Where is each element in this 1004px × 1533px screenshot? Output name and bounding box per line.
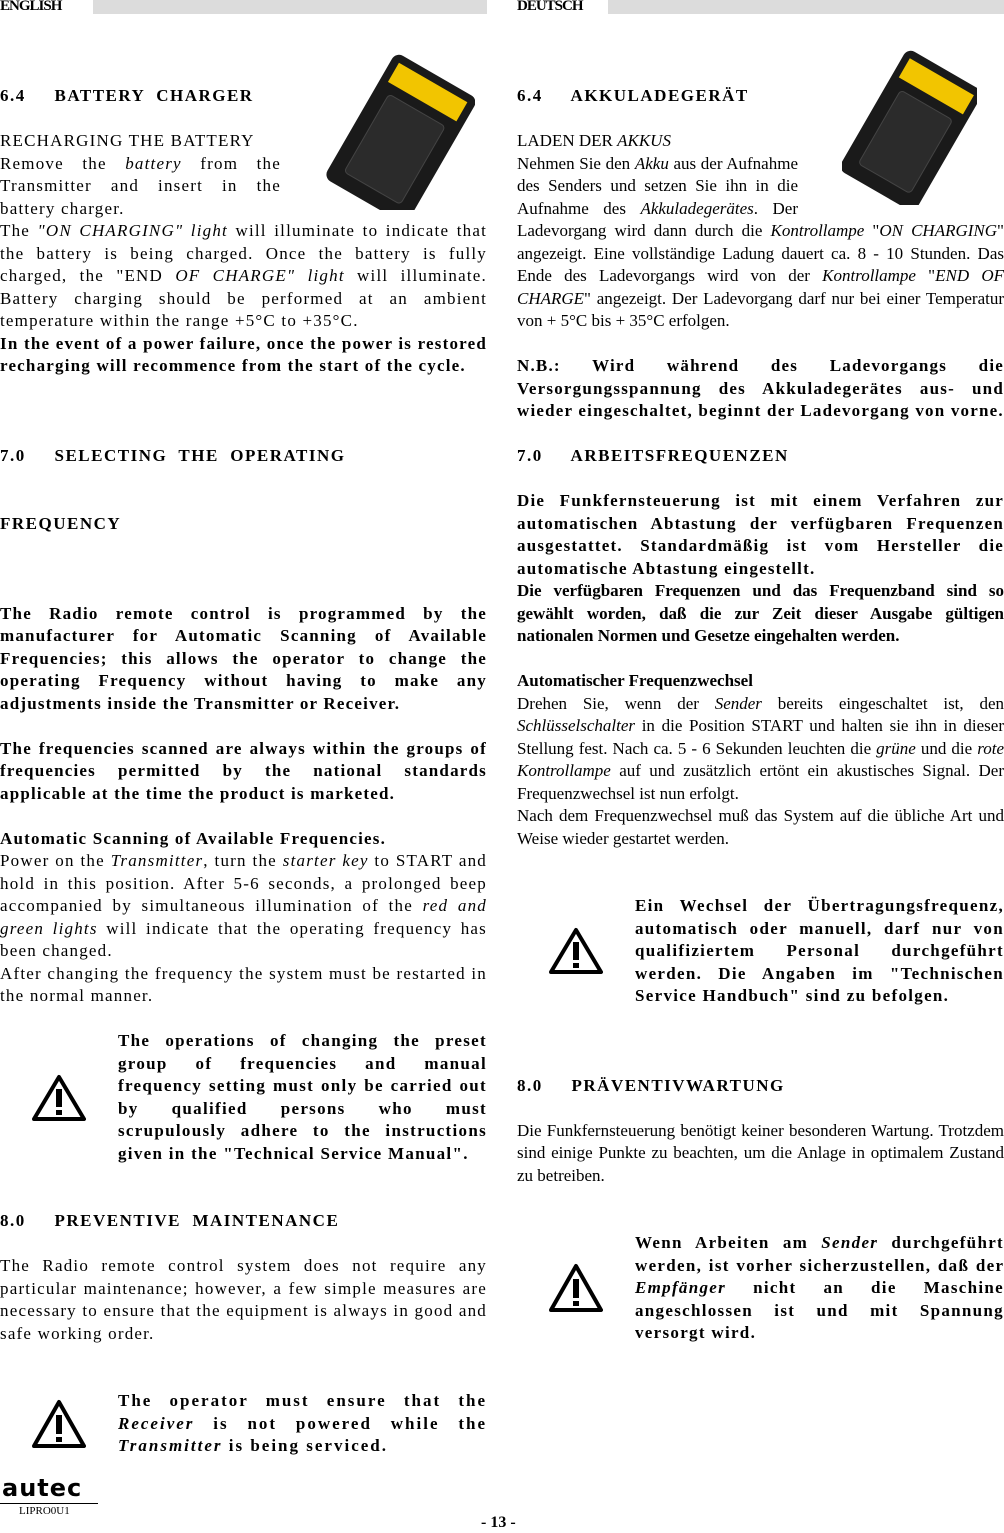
emphasis-text: battery xyxy=(125,153,182,173)
text-run: . Der Ladevorgang wird dann durch die xyxy=(517,198,798,240)
battery-charger-text xyxy=(0,130,487,378)
warning-text: The operations of changing the preset group of frequencies and manual frequency setting must only be carried out by qualified persons who must scrupulously adhere to the instructions given in the "Technical Service Manual". xyxy=(118,1031,487,1163)
emphasis-text: Transmitter xyxy=(118,1436,223,1455)
section-heading-7-0: 7.0 ARBEITSFREQUENZEN xyxy=(517,446,789,465)
warning-text xyxy=(635,1232,1004,1345)
text-run: , turn the xyxy=(203,851,283,870)
german-column xyxy=(517,85,1004,1345)
autec-logo: autec xyxy=(2,1474,83,1502)
emphasis-text: Kontrollampe xyxy=(770,221,865,240)
text-run: to START and hold in this position. After 5-6 seconds, a prolonged beep accompanied by simultaneous illumination of the xyxy=(0,851,487,915)
text-run: " xyxy=(864,221,880,240)
emphasis-text: Kontrollampe xyxy=(822,266,916,285)
text-run: und die xyxy=(915,738,978,758)
text-run: The xyxy=(0,221,38,240)
header-bar xyxy=(608,0,1004,14)
emphasis-text: Sender xyxy=(821,1233,879,1252)
emphasis-text: "ON CHARGING" light xyxy=(37,221,228,240)
text-run: " angezeigt. Der Ladevorgang darf nur bei einer Temperatur von + 5°C bis + 35°C erfolgen. xyxy=(517,288,1004,330)
emphasis-text: grüne xyxy=(876,738,916,758)
paragraph: In the event of a power failure, once the power is restored recharging will recommence from the start of the cycle. xyxy=(0,333,487,375)
frequency-text xyxy=(517,490,1004,648)
text-run: The operator must ensure that the xyxy=(118,1391,487,1410)
text-run: Wenn Arbeiten am xyxy=(635,1233,822,1252)
emphasis-text: Akku xyxy=(634,153,669,173)
subheading: Automatischer Frequenzwechsel xyxy=(517,671,753,690)
text-run: durchgeführt werden, ist vorher sicherzustellen, daß der xyxy=(635,1233,1004,1275)
emphasis-text: Transmitter xyxy=(110,851,204,870)
battery-charger-text xyxy=(517,130,1004,333)
section-heading-8-0: 8.0 PRÄVENTIVWARTUNG xyxy=(517,1075,785,1095)
warning-text xyxy=(118,1390,487,1458)
text-run: will illuminate. Battery charging should be performed at an ambient temperature within the range +5°C to +35°C. xyxy=(0,266,487,330)
language-label-english: ENGLISH xyxy=(0,0,62,14)
paragraph: The frequencies scanned are always within the groups of frequencies permitted by the national standards applicable at the time the product is marketed. xyxy=(0,738,487,803)
text-run: in die Position START und halten sie ihn in dieser Stellung fest. Nach ca. 5 - 6 Sekunden leuchten die xyxy=(517,716,1004,758)
text-run: Drehen Sie, wenn der xyxy=(517,693,715,713)
text-run: LADEN DER xyxy=(517,131,618,150)
text-run: is being serviced. xyxy=(222,1436,388,1455)
automatic-change-text xyxy=(517,670,1004,850)
section-heading-7-0 xyxy=(0,400,487,580)
warning-icon xyxy=(549,1263,603,1313)
text-run: is not powered while the xyxy=(194,1413,487,1433)
warning-box xyxy=(0,1390,487,1458)
paragraph: Die verfügbaren Frequenzen und das Frequenzband sind so gewählt worden, daß die zur Zeit dieser Ausgabe gültigen nationalen Normen und Gesetze eingehalten werden. xyxy=(517,581,1004,645)
paragraph xyxy=(517,693,1004,806)
warning-icon xyxy=(32,1399,86,1449)
subheading: Automatic Scanning of Available Frequencies. xyxy=(0,828,387,848)
emphasis-text: red and green lights xyxy=(0,896,487,938)
language-label-deutsch: DEUTSCH xyxy=(517,0,583,14)
text-run: will illuminate to indicate that the battery is being charged. Once the battery is fully charged, the "END xyxy=(0,221,487,285)
automatic-scanning-text xyxy=(0,828,487,1008)
footer-divider xyxy=(0,1503,98,1504)
warning-box xyxy=(517,1232,1004,1345)
emphasis-text: Receiver xyxy=(118,1413,195,1433)
emphasis-text: Akkuladegerätes xyxy=(640,198,754,218)
warning-text: Ein Wechsel der Übertragungsfrequenz, automatisch oder manuell, darf nur von qualifiziertem Personal durchgeführt werden. Die Angaben im "Technischen Service Handbuch" sind zu befolgen. xyxy=(635,896,1004,1005)
emphasis-text: OF CHARGE" light xyxy=(175,266,345,285)
heading-line: FREQUENCY xyxy=(0,513,122,533)
emphasis-text: rote Kontrollampe xyxy=(517,738,1004,780)
page-number: - 13 - xyxy=(481,1514,516,1531)
text-run: auf und zusätzlich ertönt ein akustisches Signal. Der Frequenzwechsel ist nun erfolgt. xyxy=(517,761,1004,803)
paragraph xyxy=(0,220,487,333)
paragraph: The Radio remote control system does not require any particular maintenance; however, a few simple measures are necessary to ensure that the equipment is always in good and safe working order. xyxy=(0,1256,487,1343)
emphasis-text: AKKUS xyxy=(617,131,671,150)
text-run: " angezeigt. Eine vollständige Ladung dauert ca. 8 - 10 Stunden. Das Ende des Ladevorgangs wird von der xyxy=(517,221,1004,285)
text-run: Remove the xyxy=(0,153,126,173)
warning-icon xyxy=(549,927,603,975)
text-run: from the Transmitter and insert in the battery charger. xyxy=(0,153,281,218)
emphasis-text: Schlüsselschalter xyxy=(517,716,636,735)
document-code: LIPRO0U1 xyxy=(19,1505,70,1517)
paragraph: Die Funkfernsteuerung benötigt keiner besonderen Wartung. Trotzdem sind einige Punkte zu beachten, um die Anlage in optimalem Zustand zu betreiben. xyxy=(517,1120,1004,1185)
text-run: will indicate that the operating frequency has been changed. xyxy=(0,918,487,960)
text-run: " xyxy=(915,266,936,285)
heading-line: 7.0 SELECTING THE OPERATING xyxy=(0,446,346,465)
paragraph: Nach dem Frequenzwechsel muß das System auf die übliche Art und Weise wieder gestartet werden. xyxy=(517,806,1004,848)
paragraph: Die Funkfernsteuerung ist mit einem Verfahren zur automatischen Abtastung der verfügbaren Frequenzen ausgestattet. Standardmäßig ist vom Hersteller die automatische Abtastung eingestellt. xyxy=(517,491,1004,578)
warning-icon xyxy=(32,1074,86,1122)
header-bar xyxy=(93,0,487,14)
text-run: nicht an die Maschine angeschlossen ist und mit Spannung versorgt wird. xyxy=(635,1278,1004,1342)
emphasis-text: starter key xyxy=(282,851,369,870)
text-run: aus der Aufnahme des Senders und setzen Sie ihn in die Aufnahme des xyxy=(517,153,798,218)
warning-box xyxy=(517,895,1004,1008)
emphasis-text: Sender xyxy=(714,693,762,713)
emphasis-text: END OF CHARGE xyxy=(517,266,1004,308)
section-heading-6-4: 6.4 BATTERY CHARGER xyxy=(0,86,254,105)
text-run: bereits eingeschaltet ist, den xyxy=(761,693,1004,713)
recharging-title: RECHARGING THE BATTERY xyxy=(0,131,255,150)
text-run: Power on the xyxy=(0,851,111,870)
section-heading-8-0: 8.0 PREVENTIVE MAINTENANCE xyxy=(0,1211,340,1230)
paragraph: N.B.: Wird während des Ladevorgangs die Versorgungsspannung des Akkuladegerätes aus- und wieder eingeschaltet, beginnt der Ladevorgang von vorne. xyxy=(517,356,1004,420)
emphasis-text: ON CHARGING xyxy=(879,221,998,240)
section-heading-6-4: 6.4 AKKULADEGERÄT xyxy=(517,86,749,105)
text-run: Nehmen Sie den xyxy=(517,153,635,173)
paragraph: The Radio remote control is programmed by the manufacturer for Automatic Scanning of Available Frequencies; this allows the operator to change the operating Frequency without having to make any adjustments inside the Transmitter or Receiver. xyxy=(0,603,487,713)
paragraph: After changing the frequency the system must be restarted in the normal manner. xyxy=(0,963,487,1005)
paragraph xyxy=(0,850,487,963)
warning-box xyxy=(0,1030,487,1165)
english-column xyxy=(0,85,487,1458)
emphasis-text: Empfänger xyxy=(635,1278,727,1297)
